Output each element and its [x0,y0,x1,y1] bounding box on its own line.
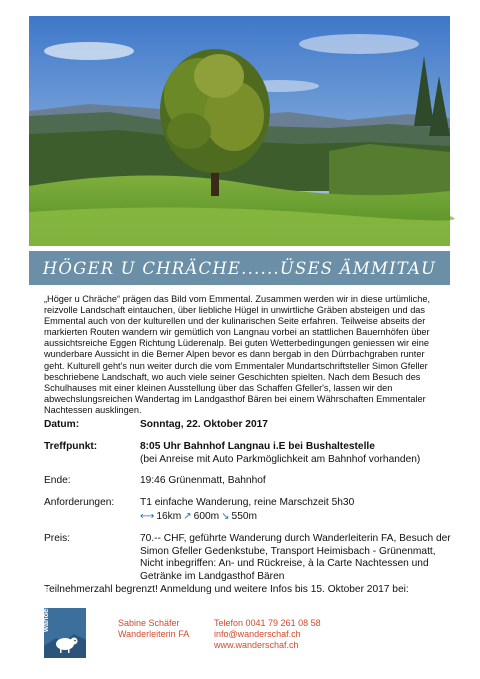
price-label: Preis: [44,533,71,544]
date-value: Sonntag, 22. Oktober 2017 [140,419,268,430]
distance-icon: ⟷ [140,511,155,522]
phone-number: Telefon 0041 79 261 08 58 [214,618,321,628]
title-banner [29,251,450,285]
guide-role: Wanderleiterin FA [118,629,190,639]
distance-value: 16km [156,511,182,522]
ascent-value: 600m [193,511,220,522]
email-link[interactable]: info@wanderschaf.ch [214,629,301,639]
wanderschaf-logo [41,586,86,658]
event-title: HÖGER U CHRÄCHE......ÜSES ÄMMITAU [42,258,437,278]
website-link[interactable]: www.wanderschaf.ch [214,640,299,650]
guide-name: Sabine Schäfer [118,618,180,628]
landscape-illustration [29,16,450,246]
meeting-point-note: (bei Anreise mit Auto Parkmöglichkeit am Bahnhof vorhanden) [140,454,421,465]
intro-paragraph: „Höger u Chräche“ prägen das Bild vom Emmental. Zusammen werden wir in diese urtümliche, reizvolle Landschaft eintauchen, über liebliche Hügel in unwirtliche Gräben absteigen und das Emmental auch von der kulturellen und der kulinarischen Seite erfahren. Teilweise abseits der markierten Routen wandern wir gemütlich von Langnau vorbei an stattlichen Bauernhöfen über aussichtsreiche Eggen Richtung Lüderenalp. Bei guten Wetterbedingungen geniessen wir eine wunderbare Aussicht in die Berner Alpen bevor es dann bergab in den Dürrbachgraben runter geht. Kulturell geht's nun weiter durch die vom Emmentaler Mundartschriftsteller Simon Gfeller beschriebene Landschaft, wo auch viele seiner Geschichten spielten. Nach dem Besuch des Schulhauses mit einer kleinen Ausstellung über das Schaffen Gfeller's, lassen wir den abwechslungsreichen Wandertag im Landgasthof Bären bei einem Währschaften Emmentaler Nachtessen ausklingen. [44,294,431,415]
price-value: 70.-- CHF, geführte Wanderung durch Wanderleiterin FA, Besuch der Simon Gfeller Gedenkstube, Transport Heimisbach - Grünenmatt, Nicht inbegriffen: An- und Rückreise, à la Carte Nachtessen und Getränke im Landgasthof Bären [140,533,451,582]
ascent-icon: ↗ [183,511,192,522]
end-label: Ende: [44,475,71,486]
meeting-point-label: Treffpunkt: [44,441,98,452]
landscape-photo [29,16,450,246]
requirements-label: Anforderungen: [44,497,115,508]
contact-info [214,618,321,651]
registration-note: Teilnehmerzahl begrenzt! Anmeldung und weitere Infos bis 15. Oktober 2017 bei: [44,584,409,595]
sheep-logo-icon [41,586,86,658]
descent-value: 550m [231,511,258,522]
requirements-value: T1 einfache Wanderung, reine Marschzeit 5h30 [140,497,355,508]
meeting-point-value: 8:05 Uhr Bahnhof Langnau i.E bei Bushaltestelle [140,441,375,452]
descent-icon: ↘ [221,511,230,522]
guide-info [118,618,189,640]
end-value: 19:46 Grünenmatt, Bahnhof [140,475,266,486]
date-label: Datum: [44,419,80,430]
logo-text: wanderschaf [41,586,50,632]
hike-stats [140,511,460,524]
